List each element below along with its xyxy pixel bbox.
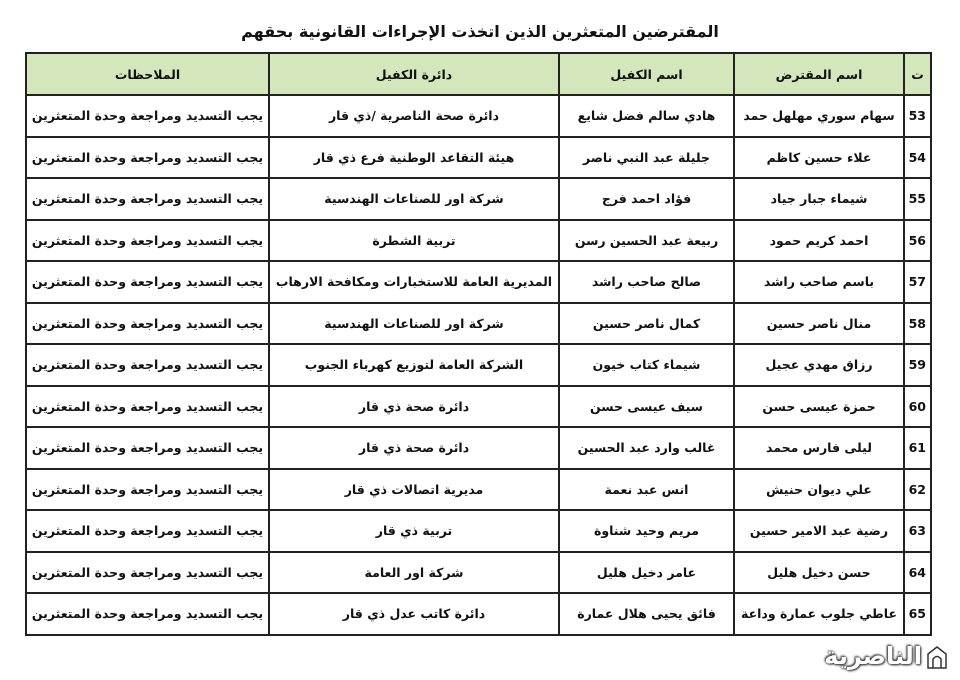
guarantor-name: صالح صاحب راشد bbox=[559, 261, 734, 303]
notes-cell: يجب التسديد ومراجعة وحدة المتعثرين bbox=[26, 593, 269, 635]
row-number: 55 bbox=[904, 178, 931, 220]
borrower-name: شيماء جبار جياد bbox=[734, 178, 904, 220]
notes-cell: يجب التسديد ومراجعة وحدة المتعثرين bbox=[26, 510, 269, 552]
table-row bbox=[26, 303, 931, 345]
guarantor-department: شركة اور للصناعات الهندسية bbox=[269, 303, 559, 345]
row-number: 64 bbox=[904, 552, 931, 594]
borrower-name: رزاق مهدي عجيل bbox=[734, 344, 904, 386]
guarantor-name: ربيعة عبد الحسين رسن bbox=[559, 220, 734, 262]
table-row bbox=[26, 344, 931, 386]
table-row bbox=[26, 510, 931, 552]
guarantor-name: مريم وحيد شناوة bbox=[559, 510, 734, 552]
guarantor-name: عامر دخيل هليل bbox=[559, 552, 734, 594]
borrower-name: منال ناصر حسين bbox=[734, 303, 904, 345]
table-header bbox=[26, 53, 931, 95]
guarantor-department: تربية الشطرة bbox=[269, 220, 559, 262]
row-number: 65 bbox=[904, 593, 931, 635]
table-row bbox=[26, 427, 931, 469]
guarantor-name: كمال ناصر حسين bbox=[559, 303, 734, 345]
notes-cell: يجب التسديد ومراجعة وحدة المتعثرين bbox=[26, 552, 269, 594]
row-number: 53 bbox=[904, 95, 931, 137]
watermark-text: الناصرية bbox=[824, 642, 922, 670]
header-notes: الملاحظات bbox=[26, 53, 269, 95]
borrower-name: حسن دخيل هليل bbox=[734, 552, 904, 594]
guarantor-name: فؤاد احمد فرج bbox=[559, 178, 734, 220]
table-row bbox=[26, 178, 931, 220]
row-number: 59 bbox=[904, 344, 931, 386]
borrower-name: ليلى فارس محمد bbox=[734, 427, 904, 469]
document-title: المقترضين المتعثرين الذين اتخذت الإجراءات القانونية بحقهم bbox=[241, 22, 719, 41]
guarantor-department: الشركة العامة لتوزيع كهرباء الجنوب bbox=[269, 344, 559, 386]
guarantor-department: هيئة التقاعد الوطنية فرع ذي قار bbox=[269, 137, 559, 179]
guarantor-department: دائرة صحة الناصرية /ذي قار bbox=[269, 95, 559, 137]
nasiriyah-logo-icon bbox=[926, 646, 948, 670]
table-row bbox=[26, 386, 931, 428]
notes-cell: يجب التسديد ومراجعة وحدة المتعثرين bbox=[26, 303, 269, 345]
header-num: ت bbox=[904, 53, 931, 95]
guarantor-name: هادي سالم فضل شايع bbox=[559, 95, 734, 137]
notes-cell: يجب التسديد ومراجعة وحدة المتعثرين bbox=[26, 469, 269, 511]
row-number: 56 bbox=[904, 220, 931, 262]
header-row bbox=[26, 53, 931, 95]
table-row bbox=[26, 95, 931, 137]
guarantor-name: سيف عيسى حسن bbox=[559, 386, 734, 428]
notes-cell: يجب التسديد ومراجعة وحدة المتعثرين bbox=[26, 178, 269, 220]
guarantor-department: تربية ذي قار bbox=[269, 510, 559, 552]
guarantor-department: شركة اور العامة bbox=[269, 552, 559, 594]
notes-cell: يجب التسديد ومراجعة وحدة المتعثرين bbox=[26, 344, 269, 386]
borrower-name: علاء حسين كاظم bbox=[734, 137, 904, 179]
notes-cell: يجب التسديد ومراجعة وحدة المتعثرين bbox=[26, 386, 269, 428]
guarantor-department: دائرة كاتب عدل ذي قار bbox=[269, 593, 559, 635]
guarantor-name: غالب وارد عبد الحسين bbox=[559, 427, 734, 469]
table-row bbox=[26, 220, 931, 262]
header-department: دائرة الكفيل bbox=[269, 53, 559, 95]
guarantor-name: جليلة عبد النبي ناصر bbox=[559, 137, 734, 179]
notes-cell: يجب التسديد ومراجعة وحدة المتعثرين bbox=[26, 261, 269, 303]
guarantor-name: انس عبد نعمة bbox=[559, 469, 734, 511]
borrower-name: حمزة عيسى حسن bbox=[734, 386, 904, 428]
row-number: 60 bbox=[904, 386, 931, 428]
guarantor-department: دائرة صحة ذي قار bbox=[269, 386, 559, 428]
borrower-name: رضية عبد الامير حسين bbox=[734, 510, 904, 552]
row-number: 62 bbox=[904, 469, 931, 511]
guarantor-department: مديرية اتصالات ذي قار bbox=[269, 469, 559, 511]
guarantor-name: فائق يحيى هلال عمارة bbox=[559, 593, 734, 635]
row-number: 54 bbox=[904, 137, 931, 179]
borrower-name: عاطي جلوب عمارة وداعة bbox=[734, 593, 904, 635]
guarantor-department: شركة اور للصناعات الهندسية bbox=[269, 178, 559, 220]
guarantor-department: المديرية العامة للاستخبارات ومكافحة الارهاب bbox=[269, 261, 559, 303]
row-number: 63 bbox=[904, 510, 931, 552]
debtors-table bbox=[25, 52, 932, 636]
table-row bbox=[26, 469, 931, 511]
header-guarantor: اسم الكفيل bbox=[559, 53, 734, 95]
watermark bbox=[824, 640, 952, 676]
table-body bbox=[26, 95, 931, 635]
borrower-name: احمد كريم حمود bbox=[734, 220, 904, 262]
notes-cell: يجب التسديد ومراجعة وحدة المتعثرين bbox=[26, 137, 269, 179]
notes-cell: يجب التسديد ومراجعة وحدة المتعثرين bbox=[26, 95, 269, 137]
table-row bbox=[26, 552, 931, 594]
borrower-name: باسم صاحب راشد bbox=[734, 261, 904, 303]
header-borrower: اسم المقترض bbox=[734, 53, 904, 95]
notes-cell: يجب التسديد ومراجعة وحدة المتعثرين bbox=[26, 220, 269, 262]
notes-cell: يجب التسديد ومراجعة وحدة المتعثرين bbox=[26, 427, 269, 469]
row-number: 58 bbox=[904, 303, 931, 345]
guarantor-name: شيماء كتاب خيون bbox=[559, 344, 734, 386]
borrower-name: سهام سوري مهلهل حمد bbox=[734, 95, 904, 137]
row-number: 57 bbox=[904, 261, 931, 303]
row-number: 61 bbox=[904, 427, 931, 469]
guarantor-department: دائرة صحة ذي قار bbox=[269, 427, 559, 469]
table-row bbox=[26, 593, 931, 635]
table-row bbox=[26, 261, 931, 303]
borrower-name: علي ديوان حنيش bbox=[734, 469, 904, 511]
table-row bbox=[26, 137, 931, 179]
